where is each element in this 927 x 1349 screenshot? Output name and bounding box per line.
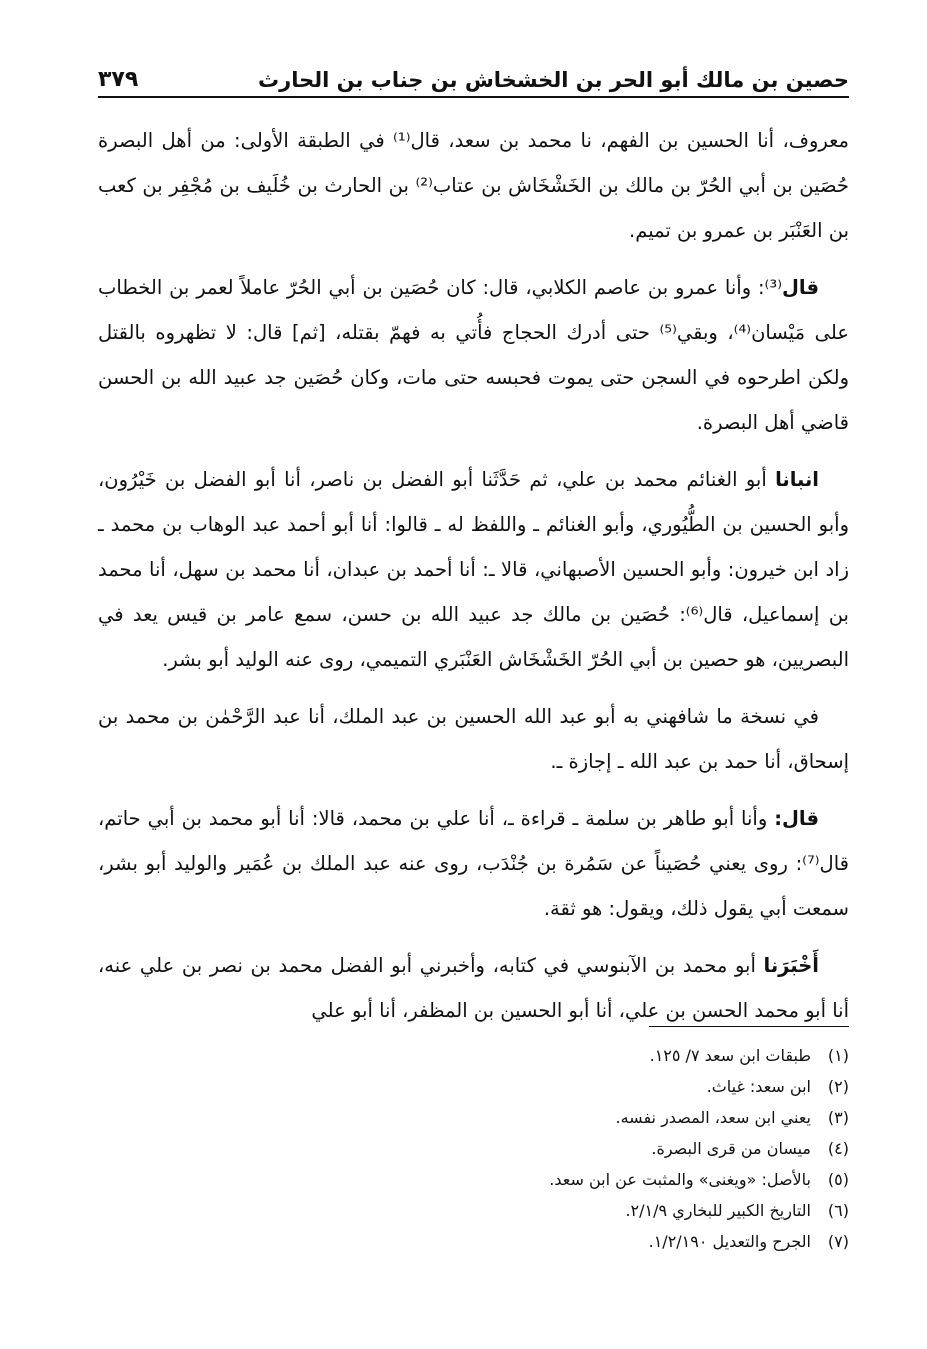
- footnote-text: بالأصل: «ويغنى» والمثبت عن ابن سعد.: [549, 1170, 811, 1189]
- footnote-item: [98, 1133, 849, 1164]
- paragraph-text: معروف، أنا الحسين بن الفهم، نا محمد بن سعد، قال⁽¹⁾ في الطبقة الأولى: من أهل البصرة حُصَين بن أبي الحُرّ بن مالك بن الخَشْخَاش بن عتاب⁽²⁾ بن الحارث بن خُلَيف بن مُجْفِر بن كعب بن العَنْبَر بن عمرو بن تميم.: [98, 129, 849, 242]
- footnote-item: [98, 1071, 849, 1102]
- paragraph-text: في نسخة ما شافهني به أبو عبد الله الحسين بن عبد الملك، أنا عبد الرَّحْمٰن بن محمد بن إسحاق، أنا حمد بن عبد الله ـ إجازة ـ.: [98, 705, 849, 773]
- paragraph-lead: انبانا: [775, 468, 819, 491]
- paragraph-text: وأنا أبو طاهر بن سلمة ـ قراءة ـ، أنا علي بن محمد، قالا: أنا أبو محمد بن أبي حاتم، قال⁽⁷⁾: روى يعني حُصَيناً عن سَمُرة بن جُنْدَب، روى عنه عبد الملك بن عُمَير والوليد أبو بشر، سمعت أبي يقول ذلك، ويقول: هو ثقة.: [98, 807, 849, 920]
- footnote-number: (٤): [827, 1139, 849, 1158]
- footnote-text: طبقات ابن سعد ٧/ ١٢٥.: [649, 1046, 811, 1065]
- footnote-item: [98, 1195, 849, 1226]
- footnote-number: (٧): [827, 1232, 849, 1251]
- footnote-item: [98, 1040, 849, 1071]
- page-header: [98, 54, 849, 98]
- paragraph-6: [98, 943, 849, 1033]
- footnote-text: الجرح والتعديل ١/٢/١٩٠.: [648, 1232, 811, 1251]
- footnotes: [98, 1040, 849, 1257]
- running-title: حصين بن مالك أبو الحر بن الخشخاش بن جناب بن الحارث: [258, 68, 849, 92]
- footnote-item: [98, 1226, 849, 1257]
- footnote-separator: [649, 1026, 849, 1027]
- footnote-text: ابن سعد: غياث.: [706, 1077, 811, 1096]
- footnote-item: [98, 1102, 849, 1133]
- paragraph-text: ⁽³⁾: وأنا عمرو بن عاصم الكلابي، قال: كان حُصَين بن أبي الحُرّ عاملاً لعمر بن الخطاب على مَيْسان⁽⁴⁾، وبقي⁽⁵⁾ حتى أدرك الحجاج فأُتي به فهمّ بقتله، [ثم] قال: لا تظهروه بالقتل ولكن اطرحوه في السجن حتى يموت فحبسه حتى مات، وكان حُصَين جد عبيد الله بن الحسن قاضي أهل البصرة.: [98, 276, 849, 434]
- paragraph-lead: أَخْبَرَنا: [763, 954, 819, 977]
- footnote-number: (٣): [827, 1108, 849, 1127]
- paragraph-1: [98, 118, 849, 253]
- main-text: [98, 118, 849, 1045]
- footnote-number: (٦): [827, 1201, 849, 1220]
- paragraph-text: أبو محمد بن الآبنوسي في كتابه، وأخبرني أبو الفضل محمد بن نصر بن علي عنه، أنا أبو محمد الحسن بن علي، أنا أبو الحسين بن المظفر، أنا أبو علي: [98, 954, 849, 1022]
- footnote-text: التاريخ الكبير للبخاري ٢/١/٩.: [625, 1201, 811, 1220]
- footnote-number: (٢): [827, 1077, 849, 1096]
- paragraph-4: [98, 694, 849, 784]
- footnote-text: ميسان من قرى البصرة.: [651, 1139, 811, 1158]
- footnote-number: (٥): [827, 1170, 849, 1189]
- footnote-item: [98, 1164, 849, 1195]
- paragraph-text: أبو الغنائم محمد بن علي، ثم حَدَّثَنا أبو الفضل بن ناصر، أنا أبو الفضل بن خَيْرُون، وأبو الحسين بن الطُّيُوري، وأبو الغنائم ـ واللفظ له ـ قالوا: أنا أبو أحمد عبد الوهاب بن محمد ـ زاد ابن خيرون: وأبو الحسين الأصبهاني، قالا ـ: أنا أحمد بن عبدان، أنا محمد بن سهل، أنا محمد بن إسماعيل، قال⁽⁶⁾: حُصَين بن مالك جد عبيد الله بن حسن، سمع عامر بن قيس يعد في البصريين، هو حصين بن أبي الحُرّ الخَشْخَاش العَنْبَري التميمي، روى عنه الوليد أبو بشر.: [98, 468, 849, 671]
- paragraph-3: [98, 457, 849, 682]
- paragraph-lead: قال:: [774, 807, 819, 830]
- paragraph-5: [98, 796, 849, 931]
- paragraph-2: [98, 265, 849, 445]
- footnote-text: يعني ابن سعد، المصدر نفسه.: [615, 1108, 811, 1127]
- footnote-number: (١): [827, 1046, 849, 1065]
- page-number: ٣٧٩: [98, 67, 139, 92]
- paragraph-lead: قال: [781, 276, 819, 299]
